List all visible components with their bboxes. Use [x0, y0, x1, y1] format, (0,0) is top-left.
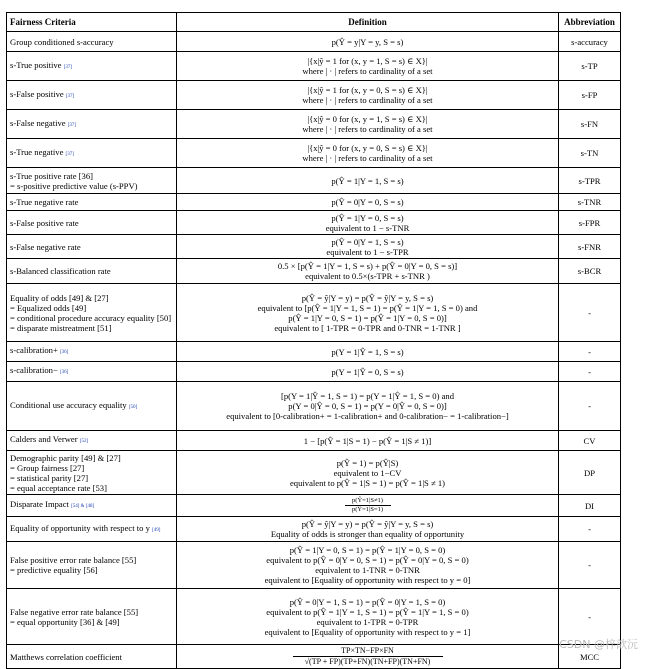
citation-link[interactable]: [36]: [59, 370, 69, 375]
criteria-text: s-True negative rate: [10, 197, 79, 207]
definition-cell: [177, 342, 559, 362]
abbreviation-cell: -: [559, 382, 621, 431]
definition-cell: [177, 495, 559, 517]
citation-link[interactable]: [37]: [67, 122, 77, 128]
table-row: [7, 284, 621, 342]
table-row: [7, 431, 621, 451]
criteria-text: [10, 147, 173, 160]
criteria-cell: [7, 284, 177, 342]
definition-text: Equality of odds is stronger than equality of opportunity: [270, 529, 465, 539]
criteria-text: = disparate mistreatment [51]: [10, 322, 112, 333]
abbreviation-cell: -: [559, 542, 621, 589]
definition-text: equivalent to 1 − s-TPR: [326, 246, 409, 257]
definition-text: |{x|ŷ = 0 for (x, y = 0, S = s) ∈ X}|: [307, 143, 428, 153]
table-row: [7, 517, 621, 542]
citation-link[interactable]: [54] & [48]: [71, 504, 95, 509]
criteria-cell: [7, 589, 177, 645]
criteria-label: s-False positive: [10, 88, 64, 99]
table-row: [7, 542, 621, 589]
table-row: [7, 194, 621, 211]
criteria-text: Matthews correlation coefficient: [10, 651, 122, 662]
criteria-label: s-True positive: [10, 59, 62, 70]
abbreviation-cell: s-FNR: [559, 235, 621, 259]
criteria-label: s-calibration−: [10, 365, 58, 375]
criteria-cell: [7, 110, 177, 139]
table-row: [7, 451, 621, 495]
criteria-label: Equality of opportunity with respect to y: [10, 522, 150, 533]
abbreviation-cell: s-FPR: [559, 211, 621, 235]
criteria-label: Disparate Impact: [10, 499, 69, 509]
abbreviation-cell: -: [559, 284, 621, 342]
definition-cell: [177, 382, 559, 431]
definition-cell: [177, 194, 559, 211]
criteria-text: [10, 118, 173, 131]
definition-cell: [177, 284, 559, 342]
definition-cell: [177, 81, 559, 110]
criteria-text: = statistical parity [27]: [10, 472, 89, 483]
criteria-text: = equal opportunity [36] & [49]: [10, 616, 120, 627]
criteria-text: s-False positive rate: [10, 217, 79, 228]
abbreviation-cell: DP: [559, 451, 621, 495]
criteria-text: = predictive equality [56]: [10, 565, 98, 575]
definition-text: equivalent to [ 1-TPR = 0-TPR and 0-TNR = 1-TNR ]: [274, 322, 461, 333]
criteria-text: [10, 499, 173, 512]
citation-link[interactable]: [37]: [63, 64, 72, 70]
table-row: [7, 81, 621, 110]
table-row: [7, 342, 621, 362]
definition-text: p(Y = 1|Ŷ = 0, S = s): [331, 366, 404, 377]
table-row: [7, 235, 621, 259]
definition-text: |{x|ŷ = 1 for (x, y = 1, S = s) ∈ X}|: [307, 56, 428, 66]
definition-text: equivalent to [0-calibration+ = 1-calibration+ and 0-calibration− = 1-calibration−]: [226, 411, 509, 421]
definition-text: equivalent to p(Ŷ = 1|S = 1) = p(Ŷ = 1|S ≠ 1): [289, 477, 445, 488]
criteria-text: s-Balanced classification rate: [10, 266, 111, 276]
table-row: [7, 645, 621, 669]
abbreviation-cell: -: [559, 342, 621, 362]
definition-cell: [177, 32, 559, 52]
table-row: [7, 110, 621, 139]
definition-text: p(Ŷ = 0|Y = 1, S = 1) = p(Ŷ = 0|Y = 1, S = 0): [289, 596, 446, 607]
criteria-text: False negative error rate balance [55]: [10, 606, 139, 617]
criteria-text: [10, 523, 173, 536]
definition-text: where | · | refers to cardinality of a set: [302, 95, 433, 105]
abbreviation-cell: s-TN: [559, 139, 621, 168]
definition-text: p(Ŷ = 0|Y = 1, S = s): [331, 236, 404, 247]
definition-text: p(Y = 1|Ŷ = 1, S = s): [331, 346, 404, 357]
criteria-text: False positive error rate balance [55]: [10, 555, 137, 565]
definition-cell: [177, 139, 559, 168]
table-row: [7, 589, 621, 645]
header-abbreviation: Abbreviation: [559, 13, 621, 32]
criteria-text: Equality of odds [49] & [27]: [10, 292, 109, 303]
criteria-cell: [7, 81, 177, 110]
definition-cell: [177, 451, 559, 495]
criteria-text: Group conditioned s-accuracy: [10, 36, 114, 47]
criteria-text: [10, 434, 173, 447]
formula-numerator: p(Ŷ=1|S≠1): [345, 497, 391, 506]
criteria-text: = s-positive predictive value (s-PPV): [10, 180, 138, 191]
definition-text: equivalent to 1 − s-TNR: [325, 222, 410, 233]
abbreviation-cell: -: [559, 517, 621, 542]
criteria-label: s-True negative: [10, 146, 64, 157]
definition-text: 1 − [p(Ŷ = 1|S = 1) − p(Ŷ = 1|S ≠ 1)]: [303, 435, 432, 446]
definition-text: p(Ŷ = 1|Y = 0, S = s): [331, 212, 404, 223]
abbreviation-cell: s-TP: [559, 52, 621, 81]
definition-cell: [177, 168, 559, 194]
table-row: [7, 52, 621, 81]
criteria-cell: [7, 382, 177, 431]
criteria-cell: [7, 542, 177, 589]
table-row: [7, 259, 621, 284]
definition-cell: [177, 110, 559, 139]
criteria-cell: [7, 451, 177, 495]
abbreviation-cell: CV: [559, 431, 621, 451]
abbreviation-cell: s-FP: [559, 81, 621, 110]
definition-text: p(Ŷ = 1|Y = 0, S = 1) = p(Ŷ = 1|Y = 0, S = 0): [289, 545, 446, 555]
criteria-text: [10, 60, 173, 73]
definition-text: [p(Y = 1|Ŷ = 1, S = 1) = p(Y = 1|Ŷ = 1, S = 0) and: [280, 391, 455, 401]
definition-text: equivalent to 1−CV: [333, 467, 402, 478]
abbreviation-cell: s-FN: [559, 110, 621, 139]
citation-link[interactable]: [50]: [128, 404, 138, 410]
formula-denominator: p(Ŷ=1|S=1): [351, 506, 384, 513]
definition-text: p(Ŷ = y|Y = y, S = s): [331, 36, 404, 47]
criteria-cell: [7, 342, 177, 362]
definition-text: p(Ŷ = 1|Y = 1, S = s): [331, 175, 404, 186]
criteria-cell: [7, 362, 177, 382]
criteria-text: = equal acceptance rate [53]: [10, 482, 107, 493]
definition-text: where | · | refers to cardinality of a set: [302, 124, 433, 134]
table-row: [7, 362, 621, 382]
header-fairness-criteria: Fairness Criteria: [7, 13, 177, 32]
criteria-cell: [7, 168, 177, 194]
definition-cell: [177, 211, 559, 235]
criteria-label: Conditional use accuracy equality: [10, 399, 127, 410]
table-row: [7, 32, 621, 52]
criteria-cell: [7, 194, 177, 211]
definition-text: equivalent to 1-TNR = 0-TNR: [315, 565, 420, 575]
table-row: [7, 168, 621, 194]
fairness-criteria-table: [6, 12, 621, 669]
definition-text: p(Ŷ = ŷ|Y = y) = p(Ŷ = ŷ|Y = y, S = s): [301, 292, 434, 303]
definition-text: equivalent to p(Ŷ = 0|Y = 0, S = 1) = p(Ŷ = 0|Y = 0, S = 0): [266, 555, 469, 565]
abbreviation-cell: s-accuracy: [559, 32, 621, 52]
table-row: [7, 495, 621, 517]
definition-cell: [177, 645, 559, 669]
criteria-text: = Group fairness [27]: [10, 462, 85, 473]
citation-link[interactable]: [36]: [59, 350, 69, 355]
criteria-text: = Equalized odds [49]: [10, 302, 87, 313]
definition-text: equivalent to 1-TPR = 0-TPR: [316, 616, 419, 627]
criteria-text: [10, 345, 173, 358]
definition-cell: [177, 52, 559, 81]
abbreviation-cell: s-TPR: [559, 168, 621, 194]
criteria-cell: [7, 32, 177, 52]
criteria-label: Calders and Verwer: [10, 434, 78, 444]
definition-cell: [177, 259, 559, 284]
criteria-text: s-False negative rate: [10, 241, 81, 252]
criteria-text: [10, 400, 173, 413]
definition-cell: [177, 542, 559, 589]
abbreviation-cell: MCC: [559, 645, 621, 669]
criteria-cell: [7, 139, 177, 168]
formula-denominator: √(TP + FP)(TP+FN)(TN+FP)(TN+FN): [304, 657, 431, 666]
criteria-text: Demographic parity [49] & [27]: [10, 452, 121, 463]
definition-text: equivalent to 0.5×(s-TPR + s-TNR ): [305, 271, 430, 281]
criteria-cell: [7, 431, 177, 451]
criteria-label: s-calibration+: [10, 345, 58, 355]
criteria-text: s-True positive rate [36]: [10, 170, 93, 181]
citation-link[interactable]: [37]: [65, 151, 74, 157]
abbreviation-cell: s-BCR: [559, 259, 621, 284]
table-header-row: [7, 13, 621, 32]
criteria-cell: [7, 52, 177, 81]
definition-cell: [177, 431, 559, 451]
definition-cell: [177, 362, 559, 382]
table-body: [7, 32, 621, 669]
definition-text: equivalent to [Equality of opportunity with respect to y = 0]: [264, 575, 471, 585]
table-row: [7, 211, 621, 235]
criteria-cell: [7, 645, 177, 669]
definition-text: equivalent to [Equality of opportunity with respect to y = 1]: [264, 626, 471, 637]
abbreviation-cell: s-TNR: [559, 194, 621, 211]
definition-cell: [177, 517, 559, 542]
definition-cell: [177, 235, 559, 259]
abbreviation-cell: DI: [559, 495, 621, 517]
watermark: CSDN @梓歆沅: [559, 638, 638, 651]
criteria-text: [10, 365, 173, 378]
definition-text: p(Y = 0|Ŷ = 0, S = 1) = p(Y = 0|Ŷ = 0, S = 0)]: [288, 401, 447, 411]
definition-cell: [177, 589, 559, 645]
criteria-cell: [7, 495, 177, 517]
citation-link[interactable]: [49]: [152, 527, 161, 533]
table-row: [7, 139, 621, 168]
definition-text: |{x|ŷ = 1 for (x, y = 0, S = s) ∈ X}|: [307, 85, 428, 95]
criteria-cell: [7, 235, 177, 259]
criteria-cell: [7, 517, 177, 542]
definition-text: equivalent to [p(Ŷ = 1|Y = 1, S = 1) = p(Ŷ = 1|Y = 1, S = 0) and: [257, 302, 478, 313]
definition-text: 0.5 × [p(Ŷ = 1|Y = 1, S = s) + p(Ŷ = 0|Y = 0, S = s)]: [277, 261, 458, 271]
criteria-text: [10, 89, 173, 102]
abbreviation-cell: -: [559, 362, 621, 382]
table-row: [7, 382, 621, 431]
definition-text: p(Ŷ = 0|Y = 0, S = s): [331, 197, 404, 207]
definition-text: where | · | refers to cardinality of a set: [302, 66, 433, 76]
definition-text: where | · | refers to cardinality of a set: [302, 153, 433, 163]
citation-link[interactable]: [52]: [79, 439, 89, 444]
criteria-cell: [7, 259, 177, 284]
criteria-label: s-False negative: [10, 117, 66, 128]
definition-text: p(Ŷ = 1|Y = 0, S = 1) = p(Ŷ = 1|Y = 0, S = 0)]: [288, 312, 447, 323]
abbreviation-cell: -: [559, 589, 621, 645]
definition-text: p(Ŷ = ŷ|Y = y) = p(Ŷ = ŷ|Y = y, S = s): [301, 519, 434, 529]
citation-link[interactable]: [37]: [65, 93, 75, 99]
header-definition: Definition: [177, 13, 559, 32]
formula-numerator: TP×TN−FP×FN: [293, 646, 443, 657]
definition-text: |{x|ŷ = 0 for (x, y = 1, S = s) ∈ X}|: [307, 114, 428, 124]
criteria-text: = conditional procedure accuracy equality [50]: [10, 312, 172, 323]
definition-text: p(Ŷ = 1) = p(Ŷ|S): [336, 457, 399, 468]
definition-text: equivalent to p(Ŷ = 1|Y = 1, S = 1) = p(Ŷ = 1|Y = 1, S = 0): [266, 606, 469, 617]
criteria-cell: [7, 211, 177, 235]
